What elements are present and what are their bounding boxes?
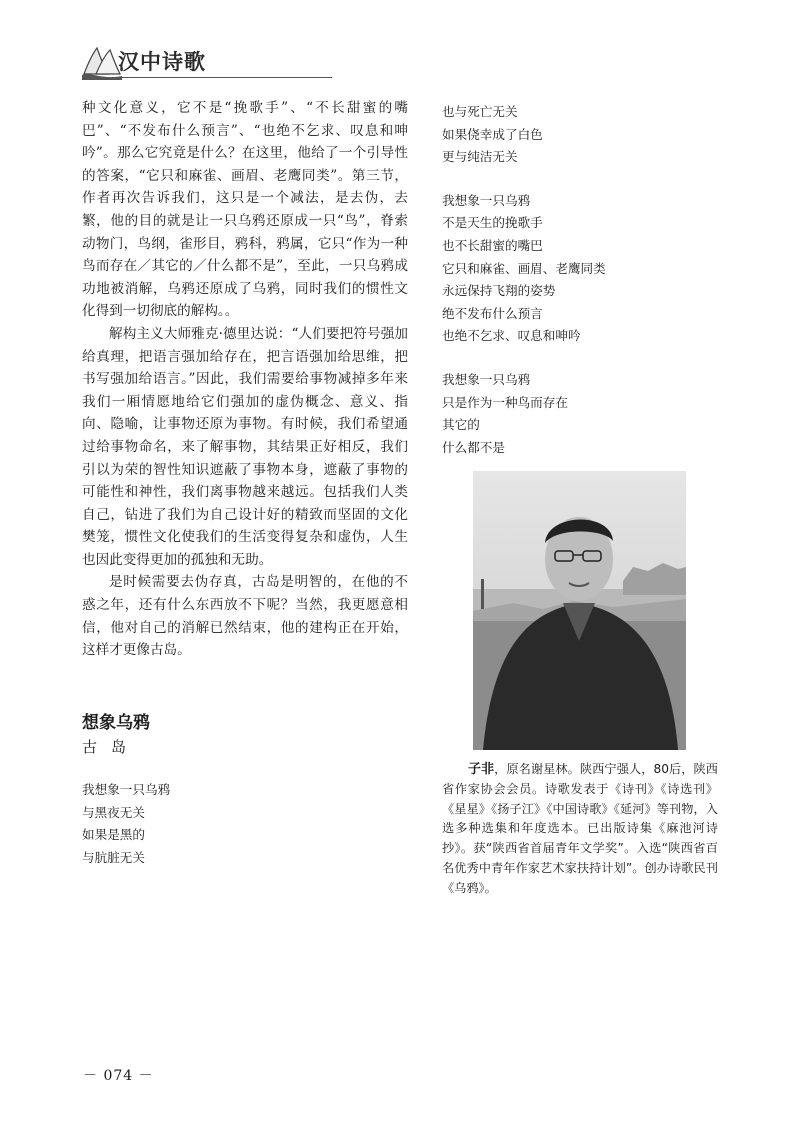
poem-line: 我想象一只乌鸦 xyxy=(442,371,531,387)
author-bio xyxy=(442,760,718,899)
author-name: 子非 xyxy=(468,762,495,777)
stanza-gap xyxy=(442,169,606,190)
header-title: 汉中诗歌 xyxy=(118,50,206,74)
page-header xyxy=(82,40,252,82)
poem-line: 如果侥幸成了白色 xyxy=(442,126,543,142)
poem-line: 它只和麻雀、画眉、老鹰同类 xyxy=(442,260,606,276)
stanza-gap xyxy=(442,348,606,369)
poem-line: 更与纯洁无关 xyxy=(442,149,518,165)
poem-line: 也绝不乞求、叹息和呻吟 xyxy=(442,328,581,344)
mountain-logo-icon xyxy=(82,40,122,80)
poem-line: 如果是黑的 xyxy=(82,827,145,843)
article-paragraph-1: 种文化意义，它不是“挽歌手”、“不长甜蜜的嘴巴”、“不发布什么预言”、“也绝不乞求、叹息和呻吟”。那么它究竟是什么？在这里，他给了一个引导性的答案，“它只和麻雀、画眉、老鹰同类”。第三节，作者再次告诉我们，这只是一个减法，是去伪，去繁，他的目的就是让一只乌鸦还原成一只“鸟”，脊索动物门，鸟纲，雀形目，鸦科，鸦属，它只“作为一种鸟而存在／其它的／什么都不是”，至此，一只乌鸦成功地被消解，乌鸦还原成了乌鸦，同时我们的惯性文化得到一切彻底的解构。。 xyxy=(82,100,408,320)
poem-line: 绝不发布什么预言 xyxy=(442,305,543,321)
poem-line: 也不长甜蜜的嘴巴 xyxy=(442,237,543,253)
poem-right-column xyxy=(442,101,606,459)
poem-left-column xyxy=(82,779,170,869)
poem-line: 也与死亡无关 xyxy=(442,104,518,119)
poem-line: 什么都不是 xyxy=(442,439,505,455)
poem-line: 只是作为一种鸟而存在 xyxy=(442,394,568,410)
article-paragraph-3: 是时候需要去伪存真，古岛是明智的，在他的不惑之年，还有什么东西放不下呢？当然，我更愿意相信，他对自己的消解已然结束，他的建构正在开始，这样才更像古岛。 xyxy=(82,574,408,659)
article-body xyxy=(82,97,408,662)
poem-line: 我想象一只乌鸦 xyxy=(82,782,171,797)
poem-line: 其它的 xyxy=(442,417,480,433)
poem-title: 想象乌鸦 xyxy=(82,713,150,733)
author-bio-text: ，原名谢星林。陕西宁强人，80后，陕西省作家协会会员。诗歌发表于《诗刊》《诗选刊》《星星》《扬子江》《中国诗歌》《延河》等刊物，入选多种选集和年度选本。已出版诗集《麻池河诗抄》。获“陕西省首届青年文学奖”。入选“陕西省百名优秀中青年作家艺术家扶持计划”。创办诗歌民刊《乌鸦》。 xyxy=(442,762,718,895)
poem-line: 我想象一只乌鸦 xyxy=(442,192,531,208)
poem-line: 与黑夜无关 xyxy=(82,804,145,820)
poem-line: 不是天生的挽歌手 xyxy=(442,215,543,231)
page-number: － 074 － xyxy=(83,1068,154,1084)
poem-line: 永远保持飞翔的姿势 xyxy=(442,283,556,299)
author-photo xyxy=(473,471,686,750)
article-paragraph-2: 解构主义大师雅克·德里达说：“人们要把符号强加给真理，把语言强加给存在，把言语强加给思维，把书写强加给语言。”因此，我们需要给事物减掉多年来我们一厢情愿地给它们强加的虚伪概念、意义、指向、隐喻，让事物还原为事物。有时候，我们希望通过给事物命名，来了解事物，其结果正好相反，我们引以为荣的智性知识遮蔽了事物本身，遮蔽了事物的可能性和神性，我们离事物越来越远。包括我们人类自己，钻进了我们为自己设计好的精致而坚固的文化樊笼，惯性文化使我们的生活变得复杂和虚伪，人生也因此变得更加的孤独和无助。 xyxy=(82,325,408,568)
header-rule xyxy=(112,77,332,78)
poem-line: 与肮脏无关 xyxy=(82,849,145,865)
poem-author: 古岛 xyxy=(82,738,141,756)
